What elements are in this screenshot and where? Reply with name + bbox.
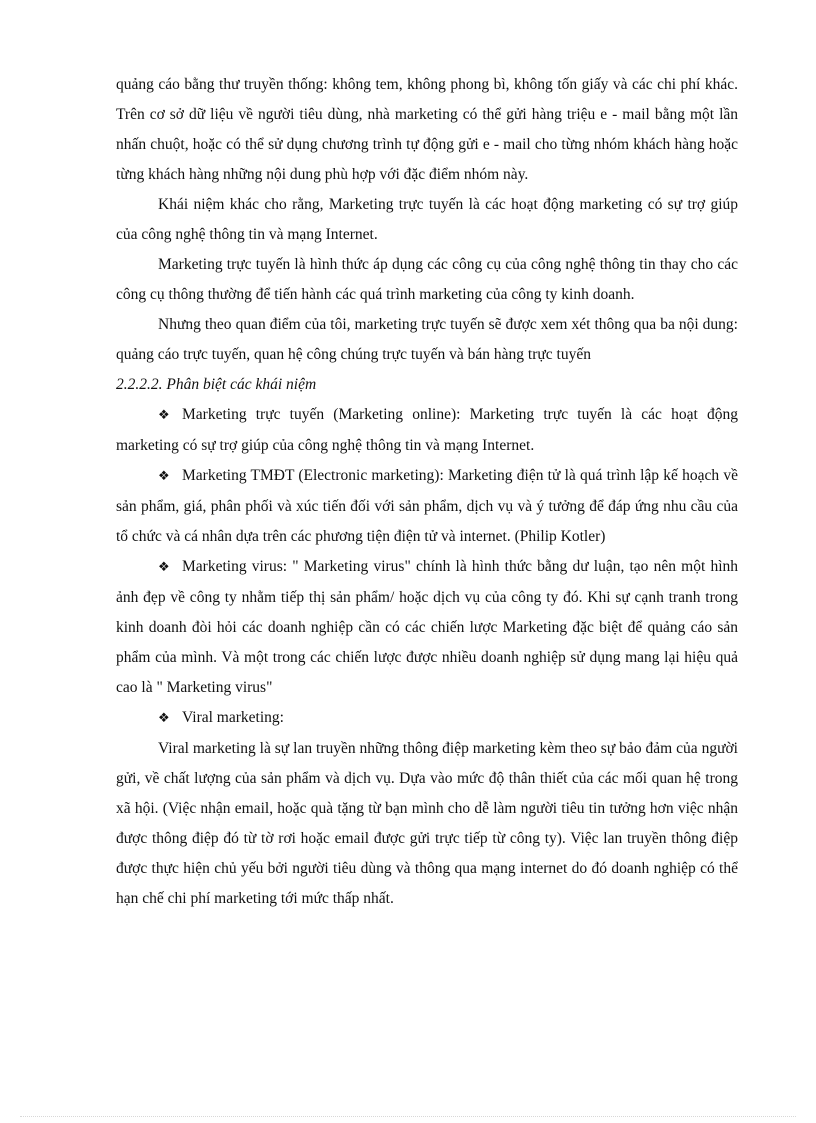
body-paragraph: Khái niệm khác cho rằng, Marketing trực tuyến là các hoạt động marketing có sự trợ giúp của công nghệ thông tin và mạng Internet. [116, 196, 738, 243]
bullet-item [116, 552, 738, 703]
bullet-text: Viral marketing: [182, 709, 284, 726]
body-paragraph: quảng cáo bằng thư truyền thống: không tem, không phong bì, không tốn giấy và các chi phí khác. Trên cơ sở dữ liệu về người tiêu dùng, nhà marketing có thể gửi hàng triệu e - mail bằng một lần nhấn chuột, hoặc có thể sử dụng chương trình tự động gửi e - mail cho từng nhóm khách hàng hoặc từng khách hàng những nội dung phù hợp với đặc điểm nhóm này. [116, 76, 738, 183]
bullet-text: Marketing TMĐT (Electronic marketing): Marketing điện tử là quá trình lập kế hoạch về sản phẩm, giá, phân phối và xúc tiến đối với sản phẩm, dịch vụ và ý tưởng để đáp ứng nhu cầu của tổ chức và cá nhân dựa trên các phương tiện điện tử và internet. (Philip Kotler) [116, 467, 738, 545]
body-paragraph: Nhưng theo quan điểm của tôi, marketing trực tuyến sẽ được xem xét thông qua ba nội dung: quảng cáo trực tuyến, quan hệ công chúng trực tuyến và bán hàng trực tuyến [116, 316, 738, 363]
body-paragraph: Viral marketing là sự lan truyền những thông điệp marketing kèm theo sự bảo đảm của người gửi, về chất lượng của sản phẩm và dịch vụ. Dựa vào mức độ thân thiết của các mối quan hệ trong xã hội. (Việc nhận email, hoặc quà tặng từ bạn mình cho dễ làm người tiêu tin tưởng hơn việc nhận được thông điệp đó từ tờ rơi hoặc email được gửi trực tiếp từ công ty). Việc lan truyền thông điệp được thực hiện chủ yếu bởi người tiêu dùng và thông qua mạng internet do đó doanh nghiệp có thể hạn chế chi phí marketing tới mức thấp nhất. [116, 740, 738, 907]
bullet-item [116, 703, 738, 734]
page-bottom-divider [20, 1116, 796, 1117]
diamond-bullet-icon: ❖ [158, 408, 170, 423]
bullet-text: Marketing trực tuyến (Marketing online): Marketing trực tuyến là các hoạt động marketing có sự trợ giúp của công nghệ thông tin và mạng Internet. [116, 406, 738, 454]
bullet-item [116, 461, 738, 552]
bullet-item [116, 400, 738, 461]
document-page [116, 70, 738, 914]
bullet-text: Marketing virus: " Marketing virus" chính là hình thức bằng dư luận, tạo nên một hình ảnh đẹp về công ty nhằm tiếp thị sản phẩm/ hoặc dịch vụ của công ty đó. Khi sự cạnh tranh trong kinh doanh đòi hỏi các doanh nghiệp cần có các chiến lược Marketing đặc biệt để quảng cáo sản phẩm của mình. Và một trong các chiến lược được nhiều doanh nghiệp sử dụng mang lại hiệu quả cao là " Marketing virus" [116, 558, 738, 696]
diamond-bullet-icon: ❖ [158, 560, 170, 575]
section-heading: 2.2.2.2. Phân biệt các khái niệm [116, 376, 317, 393]
diamond-bullet-icon: ❖ [158, 469, 170, 484]
diamond-bullet-icon: ❖ [158, 711, 170, 726]
body-paragraph: Marketing trực tuyến là hình thức áp dụng các công cụ của công nghệ thông tin thay cho các công cụ thông thường để tiến hành các quá trình marketing của công ty kinh doanh. [116, 256, 738, 303]
